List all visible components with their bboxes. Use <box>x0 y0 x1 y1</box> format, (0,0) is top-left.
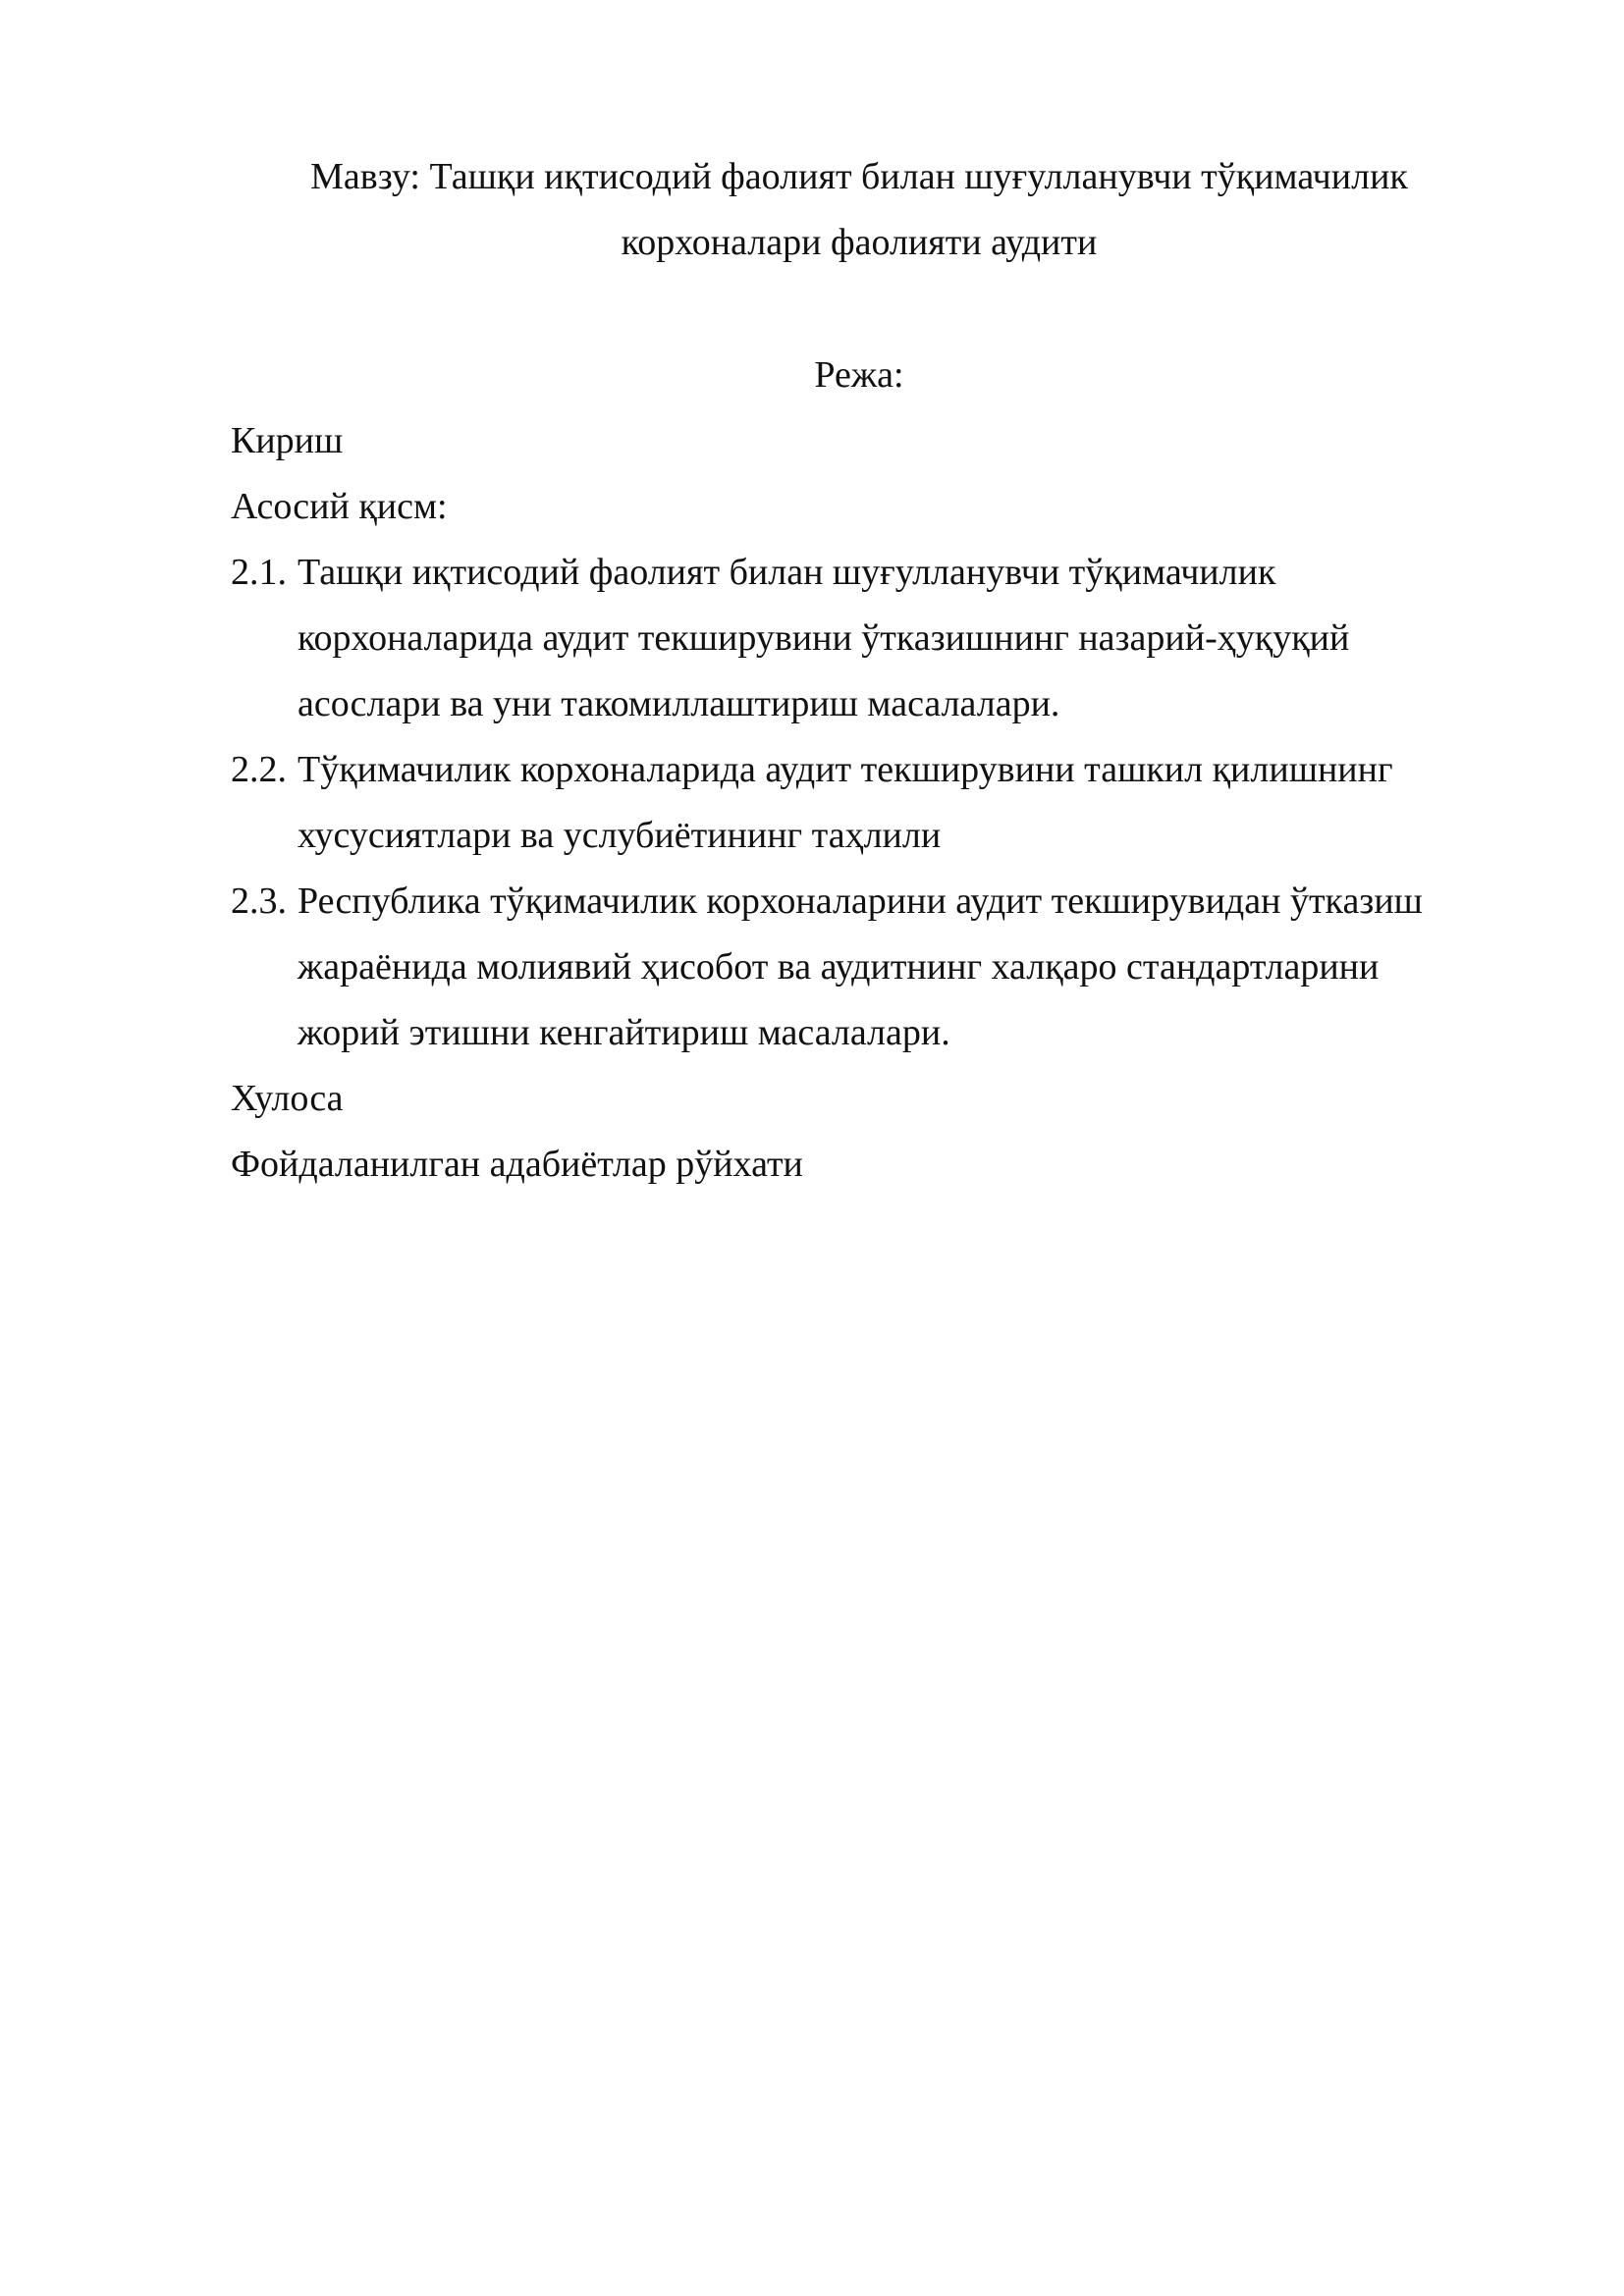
document-content <box>231 144 1478 1198</box>
plan-item-line: корхоналарида аудит текширувини ўтказишнинг назарий-ҳуқуқий <box>298 617 1350 659</box>
plan-item-line: жараёнида молиявий ҳисобот ва аудитнинг халқаро стандартларини <box>298 946 1380 988</box>
plan-item-2-3 <box>231 869 1478 1066</box>
references-entry: Фойдаланилган адабиётлар рўйхати <box>231 1144 803 1185</box>
intro-entry: Кириш <box>231 420 344 461</box>
document-title <box>231 144 1478 276</box>
plan-item-text <box>298 540 1349 737</box>
main-part-entry: Асосий қисм: <box>231 486 448 527</box>
plan-item-2-2 <box>231 737 1478 869</box>
plan-item-text <box>298 869 1423 1066</box>
title-line-2: корхоналари фаолияти аудити <box>621 222 1098 263</box>
conclusion-entry: Хулоса <box>231 1078 344 1119</box>
plan-item-text <box>298 737 1393 869</box>
plan-item-number: 2.1. <box>231 552 287 593</box>
plan-item-2-1 <box>231 540 1478 737</box>
plan-item-line: Ташқи иқтисодий фаолият билан шуғулланувчи тўқимачилик <box>298 552 1276 593</box>
plan-item-number: 2.3. <box>231 881 287 922</box>
title-line-1: Мавзу: Ташқи иқтисодий фаолият билан шуғулланувчи тўқимачилик <box>310 156 1408 197</box>
plan-heading: Режа: <box>814 354 904 396</box>
plan-item-line: жорий этишни кенгайтириш масалалари. <box>298 1012 950 1053</box>
plan-item-line: хусусиятлари ва услубиётининг таҳлили <box>298 815 942 856</box>
plan-item-line: асослари ва уни такомиллаштириш масалалари. <box>298 683 1060 724</box>
plan-item-line: Республика тўқимачилик корхоналарини аудит текширувидан ўтказиш <box>298 881 1423 922</box>
plan-item-line: Тўқимачилик корхоналарида аудит текширувини ташкил қилишнинг <box>298 749 1393 790</box>
plan-item-number: 2.2. <box>231 749 287 790</box>
